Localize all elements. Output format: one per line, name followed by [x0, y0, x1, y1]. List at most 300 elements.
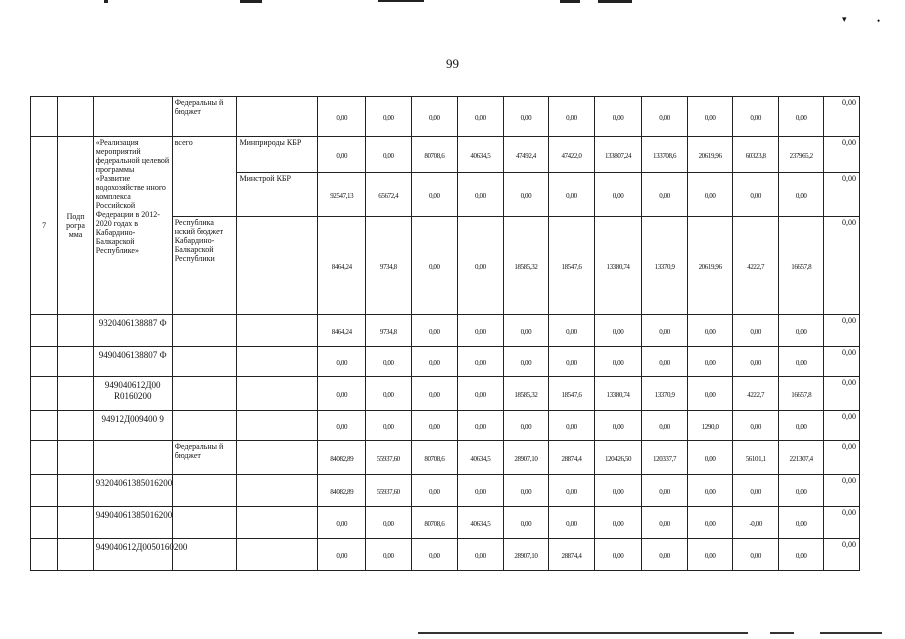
code-cell: 93204061385016200: [93, 475, 172, 507]
value-cell: [318, 475, 366, 507]
value-text: 0,00: [704, 192, 716, 200]
value-text: 0,00: [795, 328, 807, 336]
value-cell: [778, 507, 824, 539]
tail-cell: 0,00: [824, 507, 860, 539]
scan-artifact: [378, 0, 424, 2]
value-text: 0,00: [704, 328, 716, 336]
value-cell: [411, 475, 458, 507]
value-cell: [458, 377, 504, 411]
value-text: 8464,24: [331, 328, 352, 336]
value-cell: [642, 217, 688, 315]
value-text: 0,00: [659, 359, 670, 367]
value-cell: [366, 217, 412, 315]
value-cell: [642, 475, 688, 507]
value-text: 0,00: [428, 263, 440, 271]
value-cell: [503, 377, 549, 411]
budget-cell: [172, 347, 237, 377]
value-text: 1290,0: [701, 423, 719, 431]
value-cell: [687, 507, 733, 539]
scan-speck: ▾: [842, 14, 847, 24]
value-cell: [503, 347, 549, 377]
budget-cell: Республика нский бюджет Кабардино-Балкарской Республики: [172, 217, 237, 315]
value-text: 18547,6: [561, 263, 582, 271]
tail-cell: 0,00: [824, 347, 860, 377]
value-cell: [318, 411, 366, 441]
value-text: 0,00: [566, 423, 577, 431]
value-cell: [594, 539, 642, 571]
value-cell: [411, 137, 458, 173]
code-cell: 9320406138887 Ф: [93, 315, 172, 347]
value-cell: [733, 377, 779, 411]
executor-cell: [237, 217, 318, 315]
value-cell: [733, 411, 779, 441]
row-number: 7: [31, 137, 58, 315]
tail-cell: 0,00: [824, 411, 860, 441]
value-cell: [503, 137, 549, 173]
value-cell: [594, 377, 642, 411]
value-cell: [458, 441, 504, 475]
value-cell: [778, 377, 824, 411]
status-cell: [58, 347, 93, 377]
value-cell: [411, 507, 458, 539]
value-cell: [594, 347, 642, 377]
value-cell: [733, 441, 779, 475]
value-cell: [642, 507, 688, 539]
value-text: 0,00: [428, 423, 440, 431]
row-number: [31, 315, 58, 347]
value-text: 16657,8: [791, 391, 812, 399]
value-cell: [549, 173, 595, 217]
value-text: 0,00: [795, 359, 807, 367]
value-cell: [594, 441, 642, 475]
value-cell: [594, 411, 642, 441]
value-text: 0,00: [475, 359, 486, 367]
value-cell: [642, 539, 688, 571]
row-number: [31, 97, 58, 137]
value-text: 0,00: [475, 423, 486, 431]
scan-artifact: [240, 0, 262, 3]
value-text: 28874,4: [561, 455, 582, 463]
executor-cell: [237, 441, 318, 475]
value-cell: [549, 507, 595, 539]
value-text: 60323,8: [745, 152, 766, 160]
value-text: 0,00: [428, 488, 440, 496]
value-cell: [458, 347, 504, 377]
value-text: 0,00: [704, 520, 716, 528]
value-text: 0,00: [704, 359, 716, 367]
value-cell: [411, 539, 458, 571]
value-cell: [642, 315, 688, 347]
row-number: [31, 507, 58, 539]
value-cell: [366, 441, 412, 475]
budget-cell: [172, 315, 237, 347]
value-text: 9734,8: [379, 263, 397, 271]
value-cell: [318, 315, 366, 347]
table-row: [31, 137, 860, 173]
value-text: 0,00: [612, 552, 624, 560]
value-cell: [687, 539, 733, 571]
value-cell: [733, 97, 779, 137]
value-text: 0,00: [382, 359, 394, 367]
value-text: 0,00: [612, 328, 624, 336]
value-text: 0,00: [566, 192, 577, 200]
value-text: 0,00: [336, 423, 348, 431]
value-text: 47422,0: [561, 152, 582, 160]
value-cell: [503, 217, 549, 315]
value-text: 0,00: [428, 359, 440, 367]
value-cell: [733, 347, 779, 377]
value-text: 0,00: [520, 328, 532, 336]
value-text: 40634,5: [470, 520, 491, 528]
value-text: 55937,60: [376, 488, 400, 496]
value-cell: [549, 377, 595, 411]
tail-cell: 0,00: [824, 377, 860, 411]
executor-cell: [237, 347, 318, 377]
value-cell: [733, 539, 779, 571]
value-text: 80708,6: [424, 520, 445, 528]
scan-artifact: [104, 0, 108, 3]
budget-cell: всего: [172, 137, 237, 217]
value-cell: [687, 441, 733, 475]
table-row: [31, 441, 860, 475]
value-text: 9734,8: [379, 328, 397, 336]
executor-cell: Минприроды КБР: [237, 137, 318, 173]
code-cell: [93, 97, 172, 137]
table-row: [31, 475, 860, 507]
value-text: 0,00: [336, 359, 348, 367]
table-row: [31, 377, 860, 411]
value-text: 80708,6: [424, 152, 445, 160]
value-cell: [411, 377, 458, 411]
value-cell: [366, 97, 412, 137]
executor-cell: [237, 315, 318, 347]
code-cell: 9490406138807 Ф: [93, 347, 172, 377]
value-text: 0,00: [382, 152, 394, 160]
value-cell: [503, 315, 549, 347]
value-cell: [411, 217, 458, 315]
value-text: 47492,4: [515, 152, 536, 160]
value-text: 0,00: [795, 552, 807, 560]
value-cell: [366, 315, 412, 347]
value-text: 0,00: [428, 552, 440, 560]
value-text: 8464,24: [331, 263, 352, 271]
value-text: 92547,13: [330, 192, 354, 200]
value-cell: [458, 539, 504, 571]
value-cell: [642, 441, 688, 475]
value-text: -0,00: [749, 520, 762, 528]
value-cell: [366, 507, 412, 539]
code-cell: 94912Д009400 9: [93, 411, 172, 441]
value-cell: [687, 97, 733, 137]
budget-cell: [172, 507, 237, 539]
value-text: 0,00: [659, 423, 670, 431]
value-cell: [411, 97, 458, 137]
value-cell: [594, 475, 642, 507]
value-text: 18585,32: [514, 263, 538, 271]
value-text: 55937,60: [376, 455, 400, 463]
value-cell: [549, 475, 595, 507]
executor-cell: [237, 377, 318, 411]
tail-cell: 0,00: [824, 315, 860, 347]
value-cell: [458, 217, 504, 315]
value-cell: [549, 315, 595, 347]
row-number: [31, 411, 58, 441]
value-text: 0,00: [382, 520, 394, 528]
value-cell: [594, 97, 642, 137]
value-cell: [366, 173, 412, 217]
value-cell: [549, 217, 595, 315]
scan-artifact: [770, 632, 794, 634]
value-text: 13370,9: [654, 391, 675, 399]
value-text: 0,00: [612, 520, 624, 528]
row-number: [31, 539, 58, 571]
value-cell: [458, 315, 504, 347]
value-cell: [778, 315, 824, 347]
value-cell: [733, 507, 779, 539]
executor-cell: Минстрой КБР: [237, 173, 318, 217]
table-row: [31, 97, 860, 137]
value-cell: [687, 347, 733, 377]
value-cell: [687, 173, 733, 217]
code-cell: 949040612Д0050160200: [93, 539, 172, 571]
value-cell: [778, 217, 824, 315]
value-cell: [458, 411, 504, 441]
value-text: 237965,2: [789, 152, 813, 160]
value-cell: [458, 475, 504, 507]
value-cell: [503, 97, 549, 137]
value-cell: [503, 507, 549, 539]
executor-cell: [237, 97, 318, 137]
status-cell: [58, 97, 93, 137]
value-text: 133807,24: [604, 152, 632, 160]
value-text: 13380,74: [606, 263, 630, 271]
value-text: 0,00: [475, 192, 486, 200]
value-cell: [687, 475, 733, 507]
tail-cell: 0,00: [824, 539, 860, 571]
value-text: 18585,32: [514, 391, 538, 399]
value-text: 0,00: [612, 359, 624, 367]
value-text: 0,00: [750, 359, 761, 367]
value-cell: [687, 137, 733, 173]
value-text: 0,00: [336, 152, 348, 160]
value-cell: [503, 173, 549, 217]
code-cell: [93, 441, 172, 475]
value-text: 65672,4: [378, 192, 399, 200]
value-text: 0,00: [795, 423, 807, 431]
value-cell: [778, 539, 824, 571]
value-cell: [503, 539, 549, 571]
table-row: [31, 347, 860, 377]
value-text: 0,00: [612, 192, 624, 200]
value-cell: [642, 347, 688, 377]
status-cell: [58, 507, 93, 539]
tail-cell: 0,00: [824, 217, 860, 315]
value-cell: [778, 173, 824, 217]
value-text: 0,00: [659, 488, 670, 496]
value-text: 0,00: [382, 391, 394, 399]
value-cell: [411, 411, 458, 441]
row-number: [31, 347, 58, 377]
value-cell: [733, 475, 779, 507]
value-cell: [687, 411, 733, 441]
status-cell: [58, 315, 93, 347]
value-text: 0,00: [704, 455, 716, 463]
status-cell: [58, 377, 93, 411]
value-text: 0,00: [659, 328, 670, 336]
value-cell: [458, 97, 504, 137]
table-row: [31, 411, 860, 441]
value-text: 0,00: [520, 423, 532, 431]
budget-cell: Федеральны й бюджет: [172, 97, 237, 137]
value-text: 0,00: [475, 263, 486, 271]
value-text: 28907,10: [514, 455, 538, 463]
scan-artifact: [820, 632, 882, 634]
value-text: 0,00: [428, 328, 440, 336]
executor-cell: [237, 411, 318, 441]
value-cell: [366, 539, 412, 571]
value-cell: [778, 97, 824, 137]
status-cell: [58, 539, 93, 571]
value-text: 0,00: [612, 114, 624, 122]
value-cell: [318, 217, 366, 315]
value-text: 0,00: [520, 359, 532, 367]
value-cell: [318, 347, 366, 377]
value-cell: [503, 475, 549, 507]
value-text: 0,00: [795, 192, 807, 200]
value-cell: [318, 137, 366, 173]
value-cell: [642, 377, 688, 411]
value-text: 0,00: [795, 488, 807, 496]
value-text: 56101,1: [745, 455, 766, 463]
value-text: 120337,7: [653, 455, 677, 463]
value-cell: [411, 315, 458, 347]
value-text: 0,00: [795, 520, 807, 528]
value-text: 13380,74: [606, 391, 630, 399]
value-text: 0,00: [475, 391, 486, 399]
value-text: 0,00: [566, 114, 577, 122]
value-cell: [642, 137, 688, 173]
value-cell: [366, 377, 412, 411]
table-row: [31, 507, 860, 539]
table-row: [31, 315, 860, 347]
tail-cell: 0,00: [824, 137, 860, 173]
value-text: 84082,89: [330, 488, 354, 496]
value-cell: [594, 217, 642, 315]
value-text: 0,00: [704, 552, 716, 560]
value-text: 4222,7: [747, 391, 765, 399]
value-text: 0,00: [475, 488, 486, 496]
status-cell: Подп рогра мма: [58, 137, 93, 315]
value-text: 120426,50: [604, 455, 632, 463]
status-cell: [58, 411, 93, 441]
value-cell: [318, 441, 366, 475]
value-text: 0,00: [336, 520, 348, 528]
value-text: 0,00: [566, 488, 577, 496]
value-text: 0,00: [659, 114, 670, 122]
value-cell: [549, 347, 595, 377]
value-text: 40634,5: [470, 455, 491, 463]
value-text: 0,00: [704, 114, 716, 122]
scan-speck: •: [877, 16, 881, 26]
value-text: 0,00: [428, 192, 440, 200]
value-text: 16657,8: [791, 263, 812, 271]
budget-cell: Федеральны й бюджет: [172, 441, 237, 475]
value-text: 40634,5: [470, 152, 491, 160]
row-number: [31, 377, 58, 411]
value-text: 0,00: [566, 520, 577, 528]
value-cell: [549, 137, 595, 173]
executor-cell: [237, 507, 318, 539]
value-cell: [549, 411, 595, 441]
value-cell: [549, 539, 595, 571]
value-cell: [318, 173, 366, 217]
executor-cell: [237, 475, 318, 507]
value-text: 0,00: [704, 488, 716, 496]
value-cell: [642, 173, 688, 217]
value-text: 133708,6: [653, 152, 677, 160]
value-cell: [778, 475, 824, 507]
value-cell: [687, 377, 733, 411]
value-cell: [642, 411, 688, 441]
value-cell: [366, 411, 412, 441]
row-number: [31, 475, 58, 507]
value-cell: [594, 137, 642, 173]
value-text: 4222,7: [747, 263, 765, 271]
value-text: 0,00: [336, 391, 348, 399]
value-text: 0,00: [750, 192, 761, 200]
tail-cell: 0,00: [824, 441, 860, 475]
value-text: 0,00: [336, 552, 348, 560]
scan-artifact: [598, 0, 632, 3]
value-text: 0,00: [566, 359, 577, 367]
value-text: 0,00: [566, 328, 577, 336]
value-text: 0,00: [428, 391, 440, 399]
value-cell: [318, 507, 366, 539]
value-cell: [549, 441, 595, 475]
program-name: «Реализация мероприятий федеральной целевой программы «Развитие водохозяйстве нного комплекса Российской Федерации в 2012-2020 годах в Кабардино-Балкарской Республике»: [93, 137, 172, 315]
scan-artifact: [418, 632, 748, 634]
value-text: 0,00: [612, 423, 624, 431]
budget-cell: [172, 411, 237, 441]
value-text: 0,00: [750, 423, 761, 431]
value-cell: [411, 441, 458, 475]
code-cell: 949040612Д00 R0160200: [93, 377, 172, 411]
value-text: 0,00: [520, 114, 532, 122]
value-text: 0,00: [336, 114, 348, 122]
value-text: 0,00: [795, 114, 807, 122]
value-cell: [642, 97, 688, 137]
value-text: 0,00: [659, 192, 670, 200]
status-cell: [58, 441, 93, 475]
value-cell: [366, 137, 412, 173]
value-text: 13370,9: [654, 263, 675, 271]
value-text: 18547,6: [561, 391, 582, 399]
value-text: 0,00: [520, 520, 532, 528]
status-cell: [58, 475, 93, 507]
value-text: 0,00: [520, 192, 532, 200]
value-cell: [687, 315, 733, 347]
executor-cell: [237, 539, 318, 571]
value-cell: [318, 97, 366, 137]
value-text: 0,00: [704, 391, 716, 399]
value-text: 28874,4: [561, 552, 582, 560]
value-cell: [733, 137, 779, 173]
value-cell: [366, 347, 412, 377]
code-cell: 94904061385016200: [93, 507, 172, 539]
value-text: 0,00: [382, 552, 394, 560]
tail-cell: 0,00: [824, 173, 860, 217]
value-cell: [366, 475, 412, 507]
